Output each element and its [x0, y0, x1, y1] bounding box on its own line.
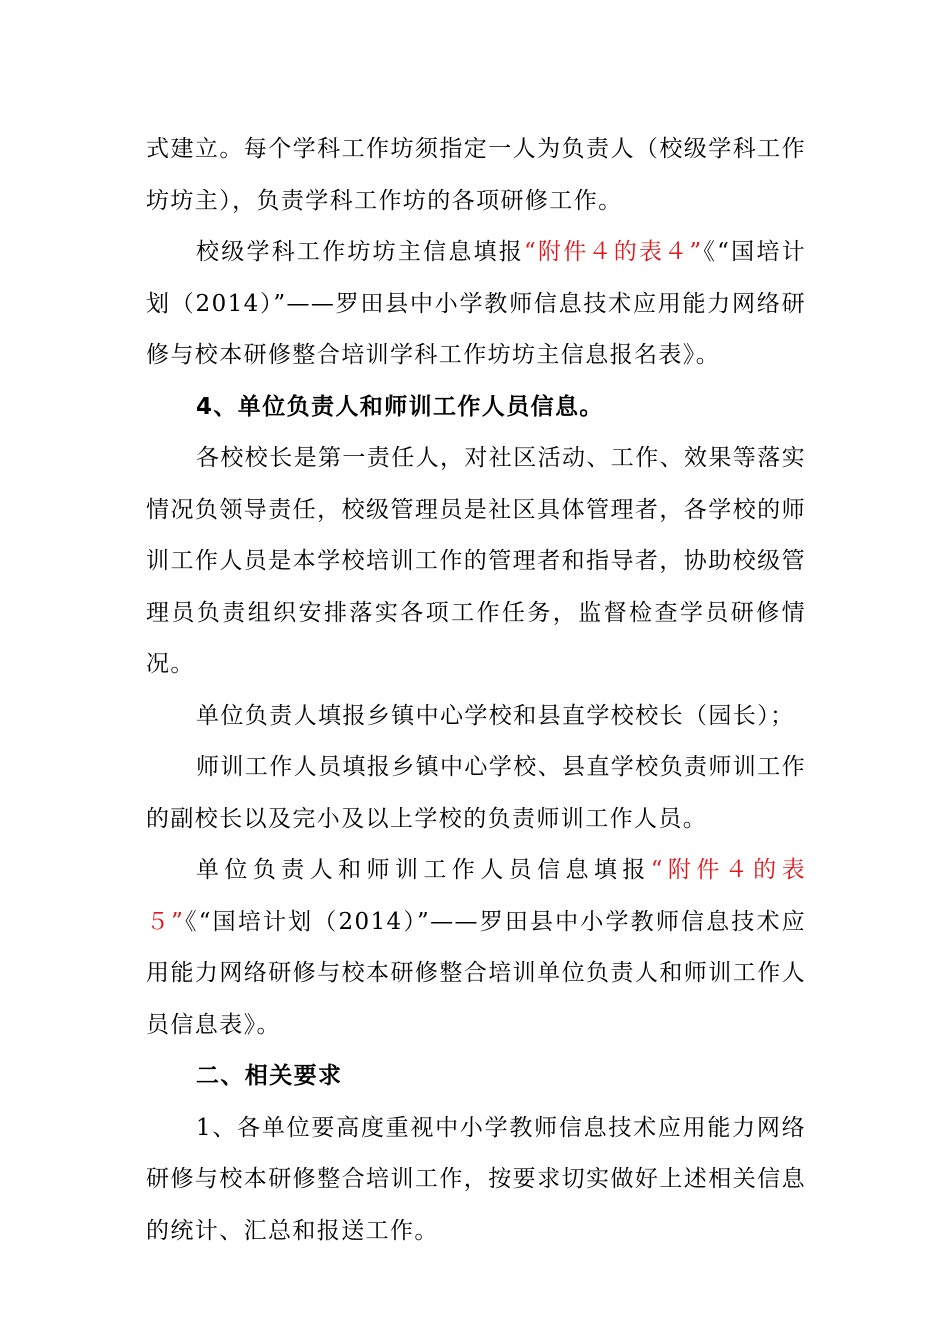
paragraph-requirement-1: 1、各单位要高度重视中小学教师信息技术应用能力网络研修与校本研修整合培训工作，按要求切实做好上述相关信息的统计、汇总和报送工作。: [146, 1114, 806, 1244]
paragraph-principal-responsibility: 各校校长是第一责任人，对社区活动、工作、效果等落实情况负领导责任，校级管理员是社区具体管理者，各学校的师训工作人员是本学校培训工作的管理者和指导者，协助校级管理员负责组织安排落实各项工作任务，监督检查学员研修情况。: [146, 445, 806, 677]
paragraph-text: 《“国培计划（2014）”——罗田县中小学教师信息技术应用能力网络研修与校本研修整合培训学科工作坊坊主信息报名表》。: [146, 239, 806, 368]
paragraph-continuation: 式建立。每个学科工作坊须指定一人为负责人（校级学科工作坊坊主），负责学科工作坊的各项研修工作。: [146, 136, 806, 214]
document-body: [146, 124, 806, 1257]
section-heading-requirements: 二、相关要求: [196, 1063, 343, 1089]
paragraph-staff-info: [146, 845, 806, 1051]
paragraph-text: 校级学科工作坊坊主信息填报: [196, 239, 525, 265]
paragraph-training-staff: 师训工作人员填报乡镇中心学校、县直学校负责师训工作的副校长以及完小及以上学校的负责师训工作人员。: [146, 754, 806, 832]
section-heading-4: 4、单位负责人和师训工作人员信息。: [196, 393, 604, 420]
paragraph-text: 《“国培计划（2014）”——罗田县中小学教师信息技术应用能力网络研修与校本研修整合培训单位负责人和师训工作人员信息表》。: [146, 908, 807, 1038]
paragraph-workshop-host-info: [146, 227, 806, 382]
attachment-reference-red: “附件４的表４”: [524, 239, 703, 265]
paragraph-unit-leader: 单位负责人填报乡镇中心学校和县直学校校长（园长）；: [196, 702, 795, 729]
attachment-reference-red: “附件４的表５”: [146, 857, 806, 935]
paragraph-text: 单位负责人和师训工作人员信息填报: [196, 857, 651, 883]
